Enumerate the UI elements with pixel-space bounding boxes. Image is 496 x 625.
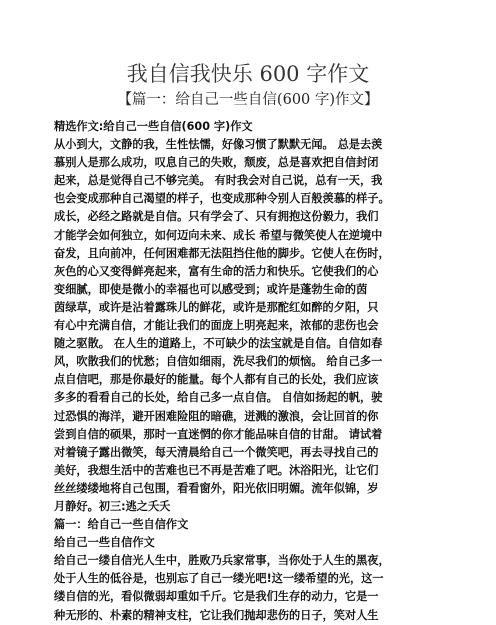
body-line: 随之驱散。 在人生的道路上，不可缺少的法宝就是自信。自信如春	[54, 337, 383, 351]
body-line: 给自己一缕自信光人生中，胜败乃兵家常事，当你处于人生的黑夜，	[54, 554, 390, 568]
body-line: 过恐惧的海洋，避开困难险阻的暗礁，迸溅的激浪，会让回首的你	[54, 409, 379, 423]
body-line: 才能学会如何独立，如何迈向未来、成长 希望与微笑使人在逆境中	[54, 228, 383, 242]
body-line: 篇一：给自己一些自信作文	[54, 518, 189, 532]
body-line: 起来，总是觉得自己不够完美。 有时我会对自己说，总有一天，我	[54, 174, 383, 188]
body-line: 对着镜子露出微笑，每天清晨给自己一个微笑吧，再去寻找自己的	[54, 445, 379, 459]
body-line: 灰色的心又变得鲜亮起来，富有生命的活力和快乐。它使我们的心	[54, 264, 379, 278]
body-line: 也会变成那种自己渴望的样子，也变成那种令别人百般羡慕的样子。	[54, 192, 390, 206]
document-title: 我自信我快乐 600 字作文	[126, 62, 370, 86]
document-subtitle: 【篇一：给自己一些自信(600 字)作文】	[117, 92, 379, 108]
document-body	[54, 118, 454, 625]
body-line: 月静好。初三:逃之夭夭	[54, 499, 171, 513]
body-line: 风，吹散我们的忧愁；自信如细雨，洗尽我们的烦恼。 给自己多一	[54, 355, 383, 369]
body-line: 慕别人是那么成功，叹息自己的失败，颓废，总是喜欢把自信封闭	[54, 156, 379, 170]
body-line: 缕自信的光，看似微弱却重如千斤。它是我们生存的动力，它是一	[54, 590, 379, 604]
body-line: 茵绿草，或许是沾着露珠儿的鲜花，或许是那酡红如醉的夕阳，只	[54, 300, 379, 314]
body-line: 丝丝缕缕地将自己包围，看看窗外，阳光依旧明媚。流年似锦，岁	[54, 481, 379, 495]
body-line: 奋发，且向前冲，任何困难都无法阻挡住他的脚步。它使人在伤时，	[54, 246, 390, 260]
body-line: 给自己一些自信作文	[54, 536, 155, 550]
body-line: 尝到自信的硕果，那时一直迷惘的你才能品味自信的甘甜。 请试着	[54, 427, 383, 441]
body-line: 处于人生的低谷是，也别忘了自己一缕光吧!这一缕希望的光，这一	[54, 572, 384, 586]
body-line: 变细腻，即使是微小的幸福也可以感受到；或许是蓬勃生命的茵	[54, 282, 368, 296]
body-line: 多多的看看自己的长处，给自己多一点自信。 自信如扬起的帆，驶	[54, 391, 383, 405]
body-line: 成长，必经之路就是自信。只有学会了、只有拥抱这份毅力，我们	[54, 210, 379, 224]
body-line: 从小到大，文静的我，生性怯懦，好像习惯了默默无闻。 总是去羡	[54, 138, 383, 152]
body-line: 种无形的、朴素的精神支柱，它让我们抛却悲伤的日子，笑对人生	[54, 608, 379, 622]
body-line: 精选作文:给自己一些自信(600 字)作文	[54, 120, 253, 133]
body-line: 美好，我想生活中的苦难也已不再是苦难了吧。沐浴阳光，让它们	[54, 463, 379, 477]
body-line: 有心中充满自信，才能让我们的面庞上明亮起来，浓郁的悲伤也会	[54, 319, 379, 333]
body-line: 点自信吧，那是你最好的能量。每个人都有自己的长处，我们应该	[54, 373, 379, 387]
